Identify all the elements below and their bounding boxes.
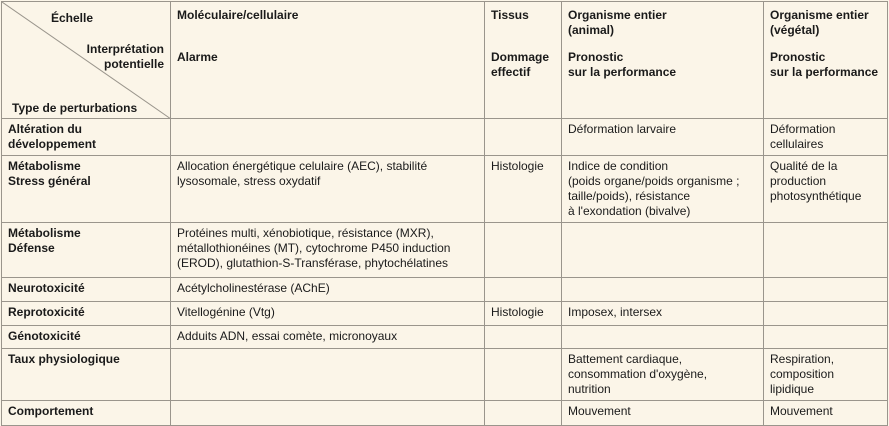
- column-header-animal: [562, 2, 764, 119]
- diagonal-header-cell: [2, 2, 171, 119]
- column-subtitle: Pronostic sur la performance: [568, 50, 677, 79]
- row-type-cell: Comportement: [2, 401, 171, 426]
- tissue-cell: [485, 278, 562, 302]
- molecular-cell: Acétylcholinestérase (AChE): [171, 278, 485, 302]
- disturbance-type-label: Type de perturbations: [12, 101, 138, 115]
- row-type-cell: Métabolisme Défense: [2, 223, 171, 278]
- column-header-molecular: [171, 2, 485, 119]
- animal-cell: Imposex, intersex: [562, 302, 764, 326]
- header-row: [2, 2, 888, 119]
- tissue-cell: [485, 223, 562, 278]
- animal-cell: Indice de condition (poids organe/poids organisme ; taille/poids), résistance à l'exondation (bivalve): [562, 156, 764, 223]
- table-row: [2, 349, 888, 401]
- column-title: Organisme entier (végétal): [770, 8, 869, 37]
- table-row: [2, 326, 888, 349]
- column-subtitle: Dommage effectif: [491, 50, 550, 79]
- interpretation-label: Interprétation potentielle: [86, 42, 164, 71]
- column-title: Tissus: [491, 8, 529, 22]
- plant-cell: Qualité de la production photosynthétique: [764, 156, 888, 223]
- animal-cell: [562, 278, 764, 302]
- animal-cell: Battement cardiaque, consommation d'oxygène, nutrition: [562, 349, 764, 401]
- tissue-cell: [485, 349, 562, 401]
- plant-cell: Respiration, composition lipidique: [764, 349, 888, 401]
- plant-cell: [764, 326, 888, 349]
- table-row: [2, 223, 888, 278]
- biomarker-table: [1, 1, 888, 426]
- row-type-cell: Métabolisme Stress général: [2, 156, 171, 223]
- plant-cell: Déformation cellulaires: [764, 119, 888, 156]
- column-subtitle: Alarme: [177, 50, 218, 64]
- molecular-cell: Vitellogénine (Vtg): [171, 302, 485, 326]
- row-type-cell: Neurotoxicité: [2, 278, 171, 302]
- row-type-cell: Altération du développement: [2, 119, 171, 156]
- tissue-cell: Histologie: [485, 302, 562, 326]
- tissue-cell: [485, 119, 562, 156]
- table-row: [2, 401, 888, 426]
- column-header-plant: [764, 2, 888, 119]
- plant-cell: [764, 223, 888, 278]
- animal-cell: Déformation larvaire: [562, 119, 764, 156]
- column-subtitle: Pronostic sur la performance: [770, 50, 879, 79]
- column-header-tissue: [485, 2, 562, 119]
- scale-label: Échelle: [51, 11, 94, 25]
- row-type-cell: Reprotoxicité: [2, 302, 171, 326]
- row-type-cell: Taux physiologique: [2, 349, 171, 401]
- molecular-cell: [171, 119, 485, 156]
- table-row: [2, 302, 888, 326]
- column-title: Organisme entier (animal): [568, 8, 667, 37]
- animal-cell: [562, 223, 764, 278]
- animal-cell: [562, 326, 764, 349]
- molecular-cell: [171, 401, 485, 426]
- tissue-cell: Histologie: [485, 156, 562, 223]
- molecular-cell: Protéines multi, xénobiotique, résistance (MXR), métallothionéines (MT), cytochrome P450 induction (EROD), glutathion-S-Transférase, phytochélatines: [171, 223, 485, 278]
- plant-cell: [764, 302, 888, 326]
- molecular-cell: [171, 349, 485, 401]
- table-row: [2, 156, 888, 223]
- plant-cell: [764, 278, 888, 302]
- tissue-cell: [485, 401, 562, 426]
- tissue-cell: [485, 326, 562, 349]
- table-row: [2, 119, 888, 156]
- plant-cell: Mouvement: [764, 401, 888, 426]
- molecular-cell: Adduits ADN, essai comète, micronoyaux: [171, 326, 485, 349]
- animal-cell: Mouvement: [562, 401, 764, 426]
- molecular-cell: Allocation énergétique celulaire (AEC), stabilité lysosomale, stress oxydatif: [171, 156, 485, 223]
- table-row: [2, 278, 888, 302]
- column-title: Moléculaire/cellulaire: [177, 8, 299, 22]
- row-type-cell: Génotoxicité: [2, 326, 171, 349]
